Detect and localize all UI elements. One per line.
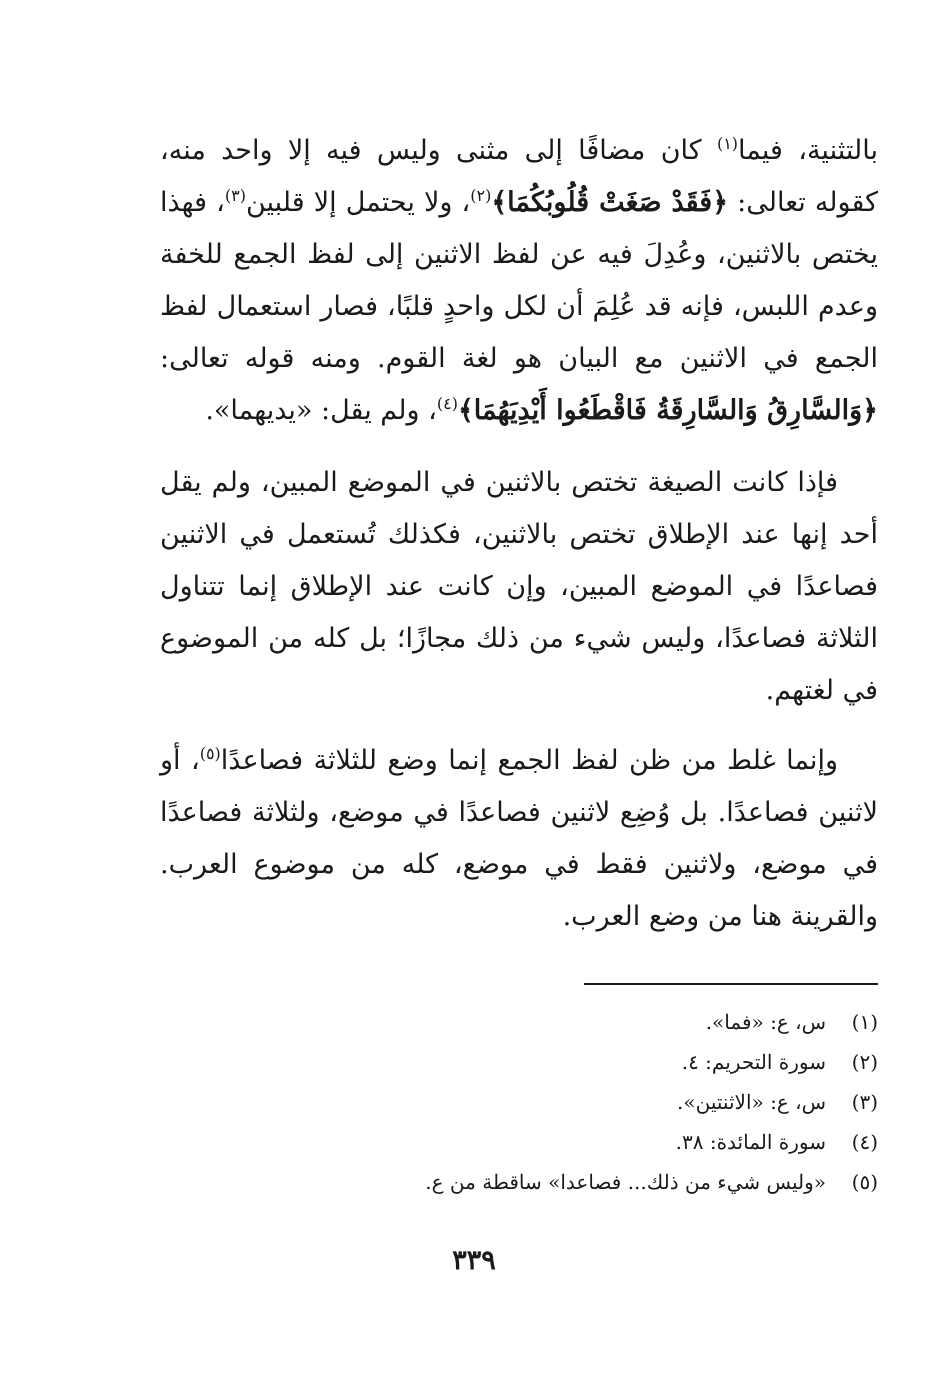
footnote-ref-2[interactable]: (٢) (470, 186, 492, 205)
text-segment: ، ولا يحتمل إلا قلبين (245, 187, 471, 218)
footnote-ref-4[interactable]: (٤) (436, 394, 458, 413)
footnote-3 (160, 1082, 878, 1122)
footnote-1 (160, 1002, 878, 1042)
footnote-ref-3[interactable]: (٣) (224, 186, 246, 205)
footnote-number: (٣) (851, 1090, 878, 1114)
footnote-text: س، ع: «فما». (705, 1010, 826, 1034)
footnote-text: سورة المائدة: ٣٨. (675, 1130, 826, 1154)
text-segment: وإنما غلط من ظن لفظ الجمع إنما وضع للثلاثة فصاعدًا (220, 745, 838, 776)
quran-verse: ﴿فَقَدْ صَغَتْ قُلُوبُكُمَا﴾ (491, 187, 729, 218)
text-segment: كان مضافًا إلى مثنى وليس فيه إلا واحد منه، كقوله تعالى: (160, 135, 878, 218)
footnote-2 (160, 1042, 878, 1082)
footnote-text: س، ع: «الاثنتين». (677, 1090, 826, 1114)
footnote-divider (584, 983, 878, 985)
paragraph-2 (160, 457, 878, 717)
footnote-ref-5[interactable]: (٥) (199, 744, 221, 763)
footnote-number: (٢) (851, 1050, 878, 1074)
text-segment: ، فهذا يختص بالاثنين، وعُدِلَ فيه عن لفظ الاثنين إلى لفظ الجمع للخفة وعدم اللبس، فإنه قد عُلِمَ أن لكل واحدٍ قلبًا، فصار استعمال لفظ الجمع في الاثنين مع البيان هو لغة القوم. ومنه قوله تعالى: (160, 187, 878, 374)
text-segment: ، أو لاثنين فصاعدًا. بل وُضِع لاثنين فصاعدًا في موضع، ولثلاثة فصاعدًا في موضع، ولاثنين فقط في موضع، كله من موضوع العرب. والقرينة هنا من وضع العرب. (160, 745, 878, 932)
text-segment: فإذا كانت الصيغة تختص بالاثنين في الموضع المبين، ولم يقل أحد إنها عند الإطلاق تختص بالاثنين، فكذلك تُستعمل في الاثنين فصاعدًا في الموضع المبين، وإن كانت عند الإطلاق إنما تتناول الثلاثة فصاعدًا، وليس شيء من ذلك مجازًا؛ بل كله من الموضوع في لغتهم. (160, 467, 878, 706)
footnote-number: (٤) (851, 1130, 878, 1154)
paragraph-1 (160, 125, 878, 437)
footnote-text: سورة التحريم: ٤. (681, 1050, 826, 1074)
text-segment: بالتثنية، فيما (738, 135, 878, 166)
footnote-ref-1[interactable]: (١) (716, 134, 739, 153)
footnote-text: «وليس شيء من ذلك... فصاعدا» ساقطة من ع. (425, 1170, 826, 1194)
quran-verse: ﴿وَالسَّارِقُ وَالسَّارِقَةُ فَاقْطَعُوا أَيْدِيَهُمَا﴾ (457, 395, 878, 426)
footnote-number: (٥) (851, 1170, 878, 1194)
text-segment: ، ولم يقل: «يديهما». (205, 395, 437, 426)
footnote-4 (160, 1122, 878, 1162)
footnotes (160, 1002, 878, 1202)
paragraph-3 (160, 735, 878, 943)
footnote-5 (160, 1162, 878, 1202)
page-body (160, 125, 878, 943)
footnote-number: (١) (851, 1010, 878, 1034)
page-number: ٣٣٩ (452, 1245, 496, 1276)
